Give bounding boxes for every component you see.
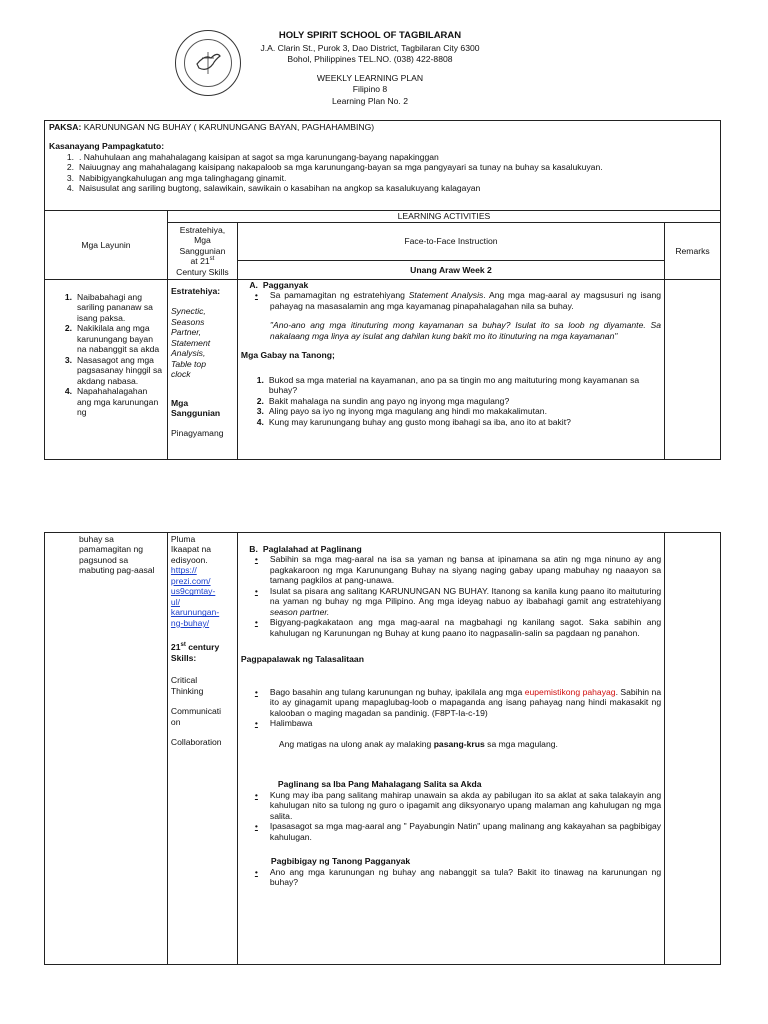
plan-title: WEEKLY LEARNING PLAN — [316, 73, 424, 83]
school-address-1: J.A. Clarin St., Purok 3, Dao District, Tagbilaran City 6300 — [260, 42, 480, 53]
vocabulary-bullet: • Bago basahin ang tulang karunungan ng buhay, ipakilala ang mga eupemistikong pahayag. Sabihin na ito ay ginagamit upang mapaglubag-loob o mapaganda ang isang pahayag nang hindi makasakit ng kalooban o maging magadan sa pandinig. (F8PT-Ia-c-19) — [254, 686, 662, 718]
col-header-objectives: Mga Layunin — [45, 211, 168, 280]
section-b-bullet: • Sabihin sa mga mag-aaral na isa sa yaman ng bansa at ipinamana sa atin ng mga ninuno ay ang pagkakaroon ng mga Karunungang Buhay na siyang naging gabay upang mabuhay ng naaayon sa tamang pagkilos at pang-unawa. — [254, 554, 662, 586]
school-name: HOLY SPIRIT SCHOOL OF TAGBILARAN — [278, 30, 462, 41]
skills-label: 21st century Skills: — [170, 642, 220, 663]
motivation-title: Pagbibigay ng Tanong Pagganyak — [270, 856, 411, 867]
references-text: Pinagyamang — [170, 427, 224, 438]
competency-item: 2. Naiuugnay ang mahahalagang kaisipang nakapaloob sa mga karunungang-bayan sa mga pangyayari sa tunay na buhay sa kasalukuyan. — [66, 162, 603, 173]
competency-item: 3. Nabibigyangkahulugan ang mga talinghagang ginamit. — [66, 172, 287, 183]
remarks-cell — [665, 280, 721, 460]
section-a-quote: "Ano-ano ang mga itinuturing mong kayamanan sa buhay? Isulat ito sa loob ng diyamante. Sa nakalaang mga linya ay isulat ang dahilan kung bakit mo ito itinuturing na mga kayamanan" — [269, 320, 662, 341]
plan-number: Learning Plan No. 2 — [332, 95, 408, 106]
remarks-cell-continued — [665, 533, 721, 965]
lesson-plan-table-page2 — [44, 532, 721, 965]
vocabulary-title: Pagpapalawak ng Talasalitaan — [240, 654, 364, 665]
col-header-remarks: Remarks — [665, 223, 721, 280]
guide-question: 3. Aling payo sa iyo ng inyong mga magulang ang hindi mo makakalimutan. — [256, 406, 547, 417]
motivation-bullet: • Ano ang mga karunungan ng buhay ang nabanggit sa tula? Bakit ito tinawag na karunungan ng buhay? — [254, 866, 662, 888]
deepening-title: Paglinang sa Iba Pang Mahalagang Salita sa Akda — [277, 779, 482, 790]
references-label: Mga Sanggunian — [170, 397, 221, 419]
objective-item: 2. Nakikilala ang mga karunungang bayan na nabanggit sa akda — [64, 323, 160, 355]
references-continued: Pluma Ikaapat na edisyoon. — [170, 534, 212, 565]
section-a-heading: A. Pagganyak — [249, 280, 309, 290]
skill-communication: Communicati on — [170, 706, 222, 727]
school-address-2: Bohol, Philippines TEL.NO. (038) 422-8808 — [287, 54, 453, 65]
strategy-cell-continued — [167, 533, 237, 965]
topic-label: PAKSA: — [49, 122, 82, 132]
skill-collaboration: Collaboration — [170, 737, 222, 748]
section-a-bullet: • Sa pamamagitan ng estratehiyang Statement Analysis. Ang mga mag-aaral ay magsusuri ng isang pahayag na masasalamin ang mga kayamanag pinapahalagahan nila sa buhay. — [254, 290, 662, 311]
guide-question: 2. Bakit mahalaga na sundin ang payo ng inyong mga magulang? — [256, 395, 510, 406]
col-header-f2f: Face-to-Face Instruction — [237, 223, 664, 261]
vocabulary-bullet: • Halimbawa — [254, 718, 313, 729]
objectives-cell-continued — [45, 533, 168, 965]
objective-item: 3. Nasasagot ang mga pagsasanay hinggil sa akdang nabasa. — [64, 354, 163, 386]
objectives-cell — [45, 280, 168, 460]
guide-questions-list — [247, 375, 661, 427]
skill-critical-thinking: Critical Thinking — [170, 675, 204, 696]
objective-item: 4. Napahahalagahan ang mga karunungan ng — [64, 386, 159, 418]
guide-question: 1. Bukod sa mga material na kayamanan, ano pa sa tingin mo ang maituturing mong kayamanan sa buhay? — [256, 374, 640, 396]
topic-text: KARUNUNGAN NG BUHAY ( KARUNUNGANG BAYAN, PAGHAHAMBING) — [81, 122, 375, 132]
strategy-label: Estratehiya: — [170, 286, 221, 296]
topic-competencies-cell — [45, 121, 721, 211]
learning-activities-header: LEARNING ACTIVITIES — [167, 211, 720, 223]
competency-item: 1. . Nahuhulaan ang mahahalagang kaisipan at sagot sa mga karunungang-bayang napakinggan — [66, 151, 439, 162]
school-header — [230, 30, 510, 66]
topic-line — [49, 122, 716, 132]
section-b-heading: B. Paglalahad at Paglinang — [249, 544, 362, 554]
guide-question: 4. Kung may karunungang buhay ang gusto mong ibahagi sa iba, ano ito at bakit? — [256, 416, 571, 427]
competencies-list — [57, 152, 716, 194]
deepening-bullet: • Ipasasagot sa mga mag-aaral ang " Payabungin Natin" upang malinang ang kakayahan sa pagbibigay kahulugan. — [254, 821, 662, 842]
objective-item: 1. Naibabahagi ang sariling pananaw sa isang paksa. — [64, 292, 153, 323]
strategy-list: Synectic, Seasons Partner, Statement Analysis, Table top clock — [170, 306, 211, 380]
day-label: Unang Araw Week 2 — [237, 261, 664, 280]
lesson-plan-table-page1 — [44, 120, 721, 460]
section-b-bullet: • Isulat sa pisara ang salitang KARUNUNGAN NG BUHAY. Itanong sa kanila kung paano ito maituturing na yaman ng buhay ng mga Pilipino. Ang mga ideyag nabuo ay ibabahagi gamit ang estratehiyang season partner. — [254, 585, 662, 617]
activities-cell-page2 — [237, 533, 664, 965]
dove-icon — [193, 48, 223, 78]
activities-cell-page1 — [237, 280, 664, 460]
guide-questions-title: Mga Gabay na Tanong; — [240, 350, 335, 361]
competencies-heading: Kasanayang Pampagkatuto: — [49, 141, 165, 152]
deepening-bullet: • Kung may iba pang salitang mahirap unawain sa akda ay pabilugan ito sa aklat at saka talakayin ang kahulugan nito sa tulong ng guro o ipagamit ang diksyonaryo upang malaman ang kahulugan ng mga salita. — [254, 789, 662, 821]
reference-link[interactable]: https:// prezi.com/ us9cgmtay- ul/ karunungan- ng-buhay/ — [170, 565, 220, 628]
strategy-cell — [167, 280, 237, 460]
objective-continued-text: buhay sa pamamagitan ng pagsunod sa mabuting pag-aasal — [79, 534, 155, 576]
section-b-bullet: • Bigyang-pagkakataon ang mga mag-aaral na magbahagi ng kanilang sagot. Saka sabihin ang kahulugan ng Karunungan ng Buhay at kung paano ito nagpasalin-salin sa pagdaan ng panahon. — [254, 617, 662, 638]
plan-subject: Filipino 8 — [352, 84, 388, 95]
competency-item: 4. Naisusulat ang sariling bugtong, salawikain, sawikain o kasabihan na angkop sa kasalukuyang kalagayan — [66, 183, 481, 194]
col-header-strategy: Estratehiya, Mga Sanggunian at 21st Century Skills — [167, 223, 237, 280]
example-sentence: Ang matigas na ulong anak ay malaking pasang-krus sa mga magulang. — [278, 738, 558, 749]
plan-info — [300, 73, 440, 107]
